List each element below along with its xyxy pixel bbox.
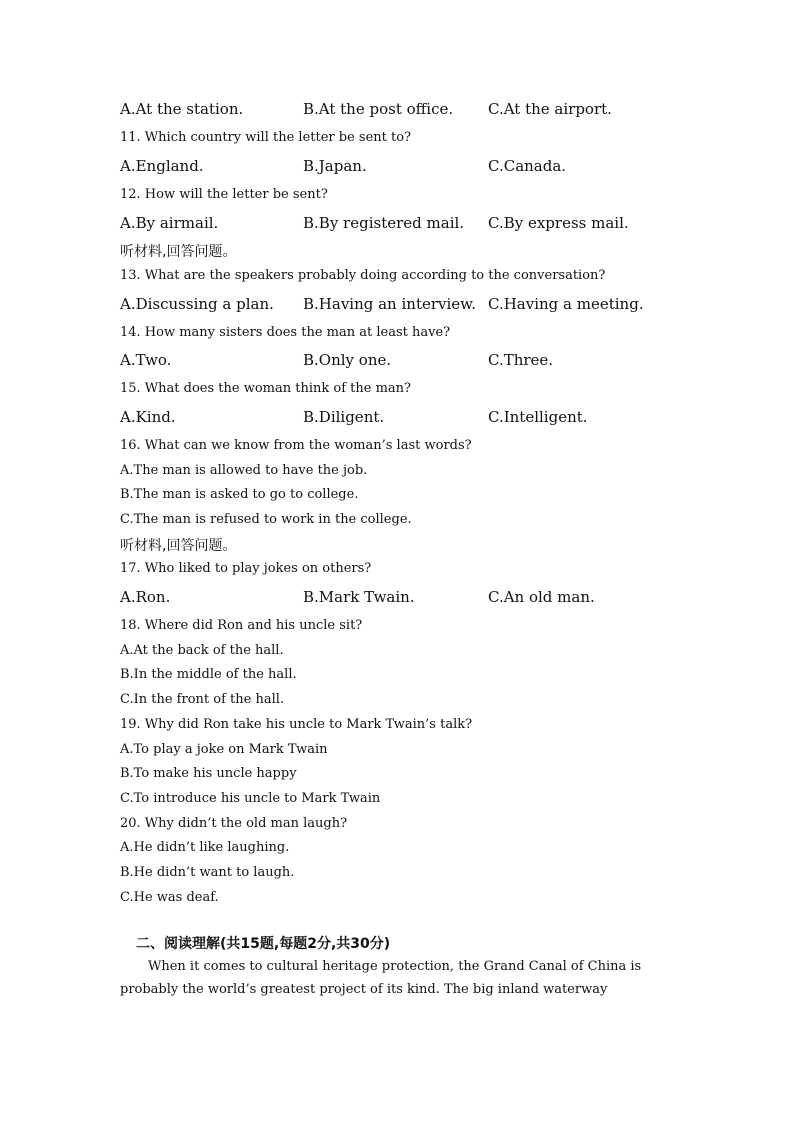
q14-option-c: C.Three. (488, 351, 554, 369)
q11-option-a: A.England. (120, 157, 204, 175)
q11-option-b: B.Japan. (303, 157, 367, 175)
q19-question: 19. Why did Ron take his uncle to Mark Twain’s talk? (120, 717, 473, 732)
q19-option-a: A.To play a joke on Mark Twain (120, 742, 328, 757)
q12-option-c: C.By express mail. (488, 214, 629, 232)
q13-option-b: B.Having an interview. (303, 295, 476, 313)
q18-option-a: A.At the back of the hall. (120, 643, 284, 658)
q15-option-a: A.Kind. (120, 408, 176, 426)
q17-question: 17. Who liked to play jokes on others? (120, 561, 372, 576)
q12-option-a: A.By airmail. (120, 214, 219, 232)
q19-option-b: B.To make his uncle happy (120, 766, 297, 781)
instruction-1: 听材料,回答问题。 (120, 244, 237, 260)
q17-option-b: B.Mark Twain. (303, 588, 415, 606)
q16-option-b: B.The man is asked to go to college. (120, 487, 359, 502)
q15-question: 15. What does the woman think of the man? (120, 381, 412, 396)
q13-option-c: C.Having a meeting. (488, 295, 644, 313)
q17-option-c: C.An old man. (488, 588, 595, 606)
q12-question: 12. How will the letter be sent? (120, 187, 328, 202)
q16-option-c: C.The man is refused to work in the college. (120, 512, 412, 527)
q18-question: 18. Where did Ron and his uncle sit? (120, 618, 363, 633)
q14-option-a: A.Two. (120, 351, 172, 369)
q12-option-b: B.By registered mail. (303, 214, 465, 232)
q13-question: 13. What are the speakers probably doing according to the conversation? (120, 268, 606, 283)
q16-option-a: A.The man is allowed to have the job. (120, 463, 368, 478)
q20-question: 20. Why didn’t the old man laugh? (120, 816, 348, 831)
passage-line-1: When it comes to cultural heritage protection, the Grand Canal of China is (148, 959, 642, 974)
q19-option-c: C.To introduce his uncle to Mark Twain (120, 791, 381, 806)
q11-option-c: C.Canada. (488, 157, 567, 175)
q15-option-b: B.Diligent. (303, 408, 385, 426)
q20-option-a: A.He didn’t like laughing. (120, 840, 290, 855)
q14-question: 14. How many sisters does the man at least have? (120, 325, 451, 340)
q10-option-a: A.At the station. (120, 100, 244, 118)
q11-question: 11. Which country will the letter be sent to? (120, 130, 412, 145)
instruction-2: 听材料,回答问题。 (120, 538, 237, 554)
q13-option-a: A.Discussing a plan. (120, 295, 274, 313)
section-heading: 二、阅读理解(共15题,每题2分,共30分) (136, 936, 391, 952)
passage-line-2: probably the world’s greatest project of its kind. The big inland waterway (120, 982, 608, 997)
q15-option-c: C.Intelligent. (488, 408, 588, 426)
q20-option-c: C.He was deaf. (120, 890, 219, 905)
q18-option-b: B.In the middle of the hall. (120, 667, 297, 682)
q16-question: 16. What can we know from the woman’s last words? (120, 438, 472, 453)
q18-option-c: C.In the front of the hall. (120, 692, 285, 707)
q20-option-b: B.He didn’t want to laugh. (120, 865, 295, 880)
q10-option-b: B.At the post office. (303, 100, 454, 118)
q17-option-a: A.Ron. (120, 588, 171, 606)
q10-option-c: C.At the airport. (488, 100, 612, 118)
q14-option-b: B.Only one. (303, 351, 392, 369)
